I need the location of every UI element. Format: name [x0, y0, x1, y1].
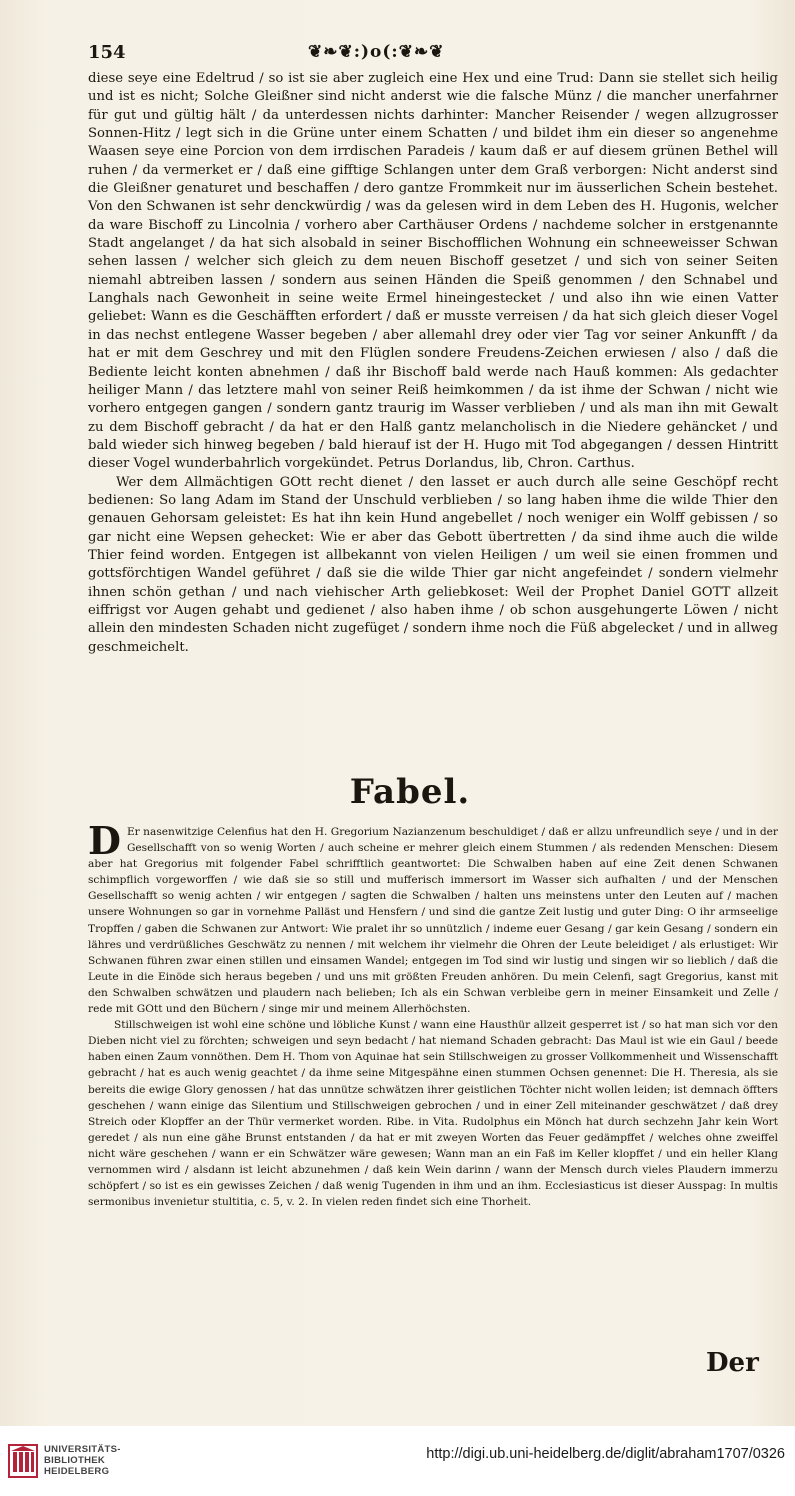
library-name-line2: BIBLIOTHEK — [44, 1455, 106, 1466]
fable-body: Er nasenwitzige Celenfius hat den H. Gregorium Nazianzenum beschuldiget / daß er allzu unfreundlich seye / und in der Gesellschafft von so wenig Worten / auch scheine er mehrer gleich einem Stummen / als redenden Menschen: Diesem aber hat Gregorius mit folgender Fabel schrifftlich geantwortet: Die Schwalben haben auf eine Zeit denen Schwanen schimpflich vorgeworffen / wie daß sie so still und mufferisch immersort im Wasser sich aufhalten / und der Menschen Gesellschafft so wenig achten / wir entgegen / sagten die Schwalben / halten uns meinstens unter den Leuten auf / machen unsere Wohnungen so gar in vornehme Palläst und Hensfern / und sind die gantze Zeit lustig und guter Ding: O ihr armseelige Tropffen / gaben die Schwanen zur Antwort: Wie pralet ihr so unnützlich / indeme euer Gesang / gar kein Gesang / sondern ein lähres und verdrüßliches Geschwätz zu nennen / mit welchem ihr vielmehr die Ohren der Leute beleidiget / als erlustiget: Wir Schwanen führen zwar einen stillen und einsamen Wandel; entgegen im Tod sind wir lustig und singen wir so lieblich / daß die Leute in die Einöde sich heraus begeben / und uns mit größten Freuden anhören. Du mein Celenfi, sagt Gregorius, kanst mit den Schwalben schwätzen und plaudern nach belieben; Ich als ein Schwan verbleibe gern in meiner Einsamkeit und Zelle / rede mit GOtt und den Büchern / singe mir und meinem Allerhöchsten. — [88, 826, 778, 1016]
catchword: Der — [706, 1348, 759, 1378]
page-number: 154 — [88, 42, 126, 63]
paragraph-saints-animals: Wer dem Allmächtigen GOtt recht dienet / den lasset er auch durch alle seine Geschöpf recht bedienen: So lang Adam im Stand der Unschuld verblieben / so lang haben ihme die wilde Thier den genauen Gehorsam geleistet: Es hat ihn kein Hund angebellet / noch weniger ein Wolff gebissen / so gar nicht eine Wepsen gehecket: Wie er aber das Gebott übertretten / da sind ihme auch die wilde Thier feind worden. Entgegen ist allbekannt von vielen Heiligen / um weil sie einen frommen und gottsförchtigen Wandel geführet / daß sie die wilde Thier gar nicht angefeindet / sondern vielmehr ihnen schön gethan / und nach viehischer Arth geliebkoset: Weil der Prophet Daniel GOTT allzeit eiffrigst vor Augen gehabt und gedienet / also haben ihme / ob schon ausgehungerte Löwen / nicht allein den mindesten Schaden nicht zugefüget / sondern ihme noch die Füß abgelecket / und in allweg geschmeichelt. — [88, 474, 778, 655]
main-text — [88, 70, 778, 657]
fabel-heading: Fabel. — [349, 772, 471, 812]
page-header — [88, 42, 778, 64]
drop-cap: D — [88, 818, 121, 863]
paragraph-fable — [88, 818, 778, 1017]
source-url-link[interactable]: http://digi.ub.uni-heidelberg.de/diglit/abraham1707/0326 — [426, 1446, 785, 1462]
library-name[interactable] — [44, 1444, 121, 1477]
university-library-logo-icon[interactable] — [8, 1444, 38, 1478]
header-ornament: ❦❧❦:)o(:❦❧❦ — [308, 42, 445, 62]
library-name-line1: UNIVERSITÄTS- — [44, 1444, 121, 1455]
library-name-line3: HEIDELBERG — [44, 1466, 110, 1477]
paragraph-silence: Stillschweigen ist wohl eine schöne und löbliche Kunst / wann eine Hausthür allzeit gesperret ist / so hat man sich vor den Dieben nicht viel zu förchten; schweigen und seyn bedacht / hat niemand Schaden gebracht: Das Maul ist wie ein Gaul / beede haben einen Zaum vonnöthen. Dem H. Thom von Aquinae hat sein Stillschweigen zu grosser Vollkommenheit und Wissenschafft gebracht / hat es auch wenig geachtet / da ihme seine Mitgespähne einen stummen Ochsen genennet: Die H. Theresia, als sie bereits die ewige Glory genossen / hat das unnütze schwätzen ihrer geistlichen Töchter nicht wollen leiden; ist demnach öffters geschehen / wann einige das Silentium und Stillschweigen gebrochen / und in einer Zell miteinander geschwätzet / daß drey Streich oder Klopffer an der Thür vermerket worden. Ribe. in Vita. Rudolphus ein Mönch hat durch sechzehn Jahr kein Wort geredet / als nun eine gähe Brunst entstanden / da hat er mit zweyen Worten das Feuer gedämpffet / welches ohne zweiffel nicht wäre geschehen / wann er ein Schwätzer wäre gewesen; Wann man an ein Faß im Keller klopffet / und ein heller Klang vernommen wird / alsdann ist leicht abzunehmen / daß kein Wein darinn / wann der Mensch durch vieles Plaudern immerzu schöpfert / so ist es ein gewisses Zeichen / daß wenig Tugenden in ihm und an ihm. Ecclesiasticus ist dieser Ausspag: In multis sermonibus invenietur stultitia, c. 5, v. 2. In vielen reden findet sich eine Thorheit. — [88, 1019, 778, 1209]
paragraph-swan-story: diese seye eine Edeltrud / so ist sie aber zugleich eine Hex und eine Trud: Dann sie stellet sich heilig und ist es nicht; Solche Gleißner sind nicht anderst wie die falsche Münz / die mancher unerfahrner für gut und gültig hält / da unterdessen nichts darhinter: Mancher Reisender / wegen allzugrosser Sonnen-Hitz / legt sich in die Grüne unter einem Schatten / und bildet ihm ein dieser so angenehme Waasen seye eine Porcion von dem irrdischen Paradeis / kaum daß er auf diesem grünen Bethel will ruhen / da vermerket er / daß eine gifftige Schlangen unter dem Graß verborgen: Nicht anderst sind die Gleißner genaturet und beschaffen / dero gantze Frommkeit nur im äusserlichen Schein bestehet. Von den Schwanen ist sehr denckwürdig / was da gelesen wird in dem Leben des H. Hugonis, welcher da ware Bischoff zu Lincolnia / vorhero aber Carthäuser Ordens / nachdeme solcher in erstgenannte Stadt angelanget / da hat sich alsobald in seiner Bischofflichen Wohnung ein schneeweisser Schwan sehen lassen / welcher sich gleich zu dem neuen Bischoff gesetzet / und sich von seiner Seiten niemahl abtreiben lassen / sondern aus seinen Händen die Speiß genommen / den Schnabel und Langhals nach Gewonheit in seine weite Ermel hineingestecket / und also ihn wie einen Vatter geliebet: Wann es die Geschäfften erfordert / daß er musste verreisen / da hat sich gleich dieser Vogel in das nechst entlegene Wasser begeben / aber allemahl drey oder vier Tag vor seiner Ankunfft / da hat er mit dem Geschrey und mit den Flüglen sondere Freudens-Zeichen erwiesen / also / daß die Bediente leicht konten abnehmen / daß ihr Bischoff bald werde nach Hauß kommen: Als gedachter heiliger Mann / das letztere mahl von seiner Reiß heimkommen / da ist ihme der Schwan / nicht wie vorhero entgegen gangen / sondern gantz traurig im Wasser verblieben / und als man ihn mit Gewalt zu dem Bischoff gebracht / da hat er den Halß gantz melancholisch in die Niedere gehäncket / und bald wieder sich hinweg begeben / bald hierauf ist der H. Hugo mit Tod abgegangen / dessen Hintritt dieser Vogel wunderbahrlich vorgekündet. Petrus Dorlandus, lib, Chron. Carthus. — [88, 71, 778, 472]
viewer-footer — [0, 1426, 795, 1496]
fabel-text — [88, 818, 778, 1210]
